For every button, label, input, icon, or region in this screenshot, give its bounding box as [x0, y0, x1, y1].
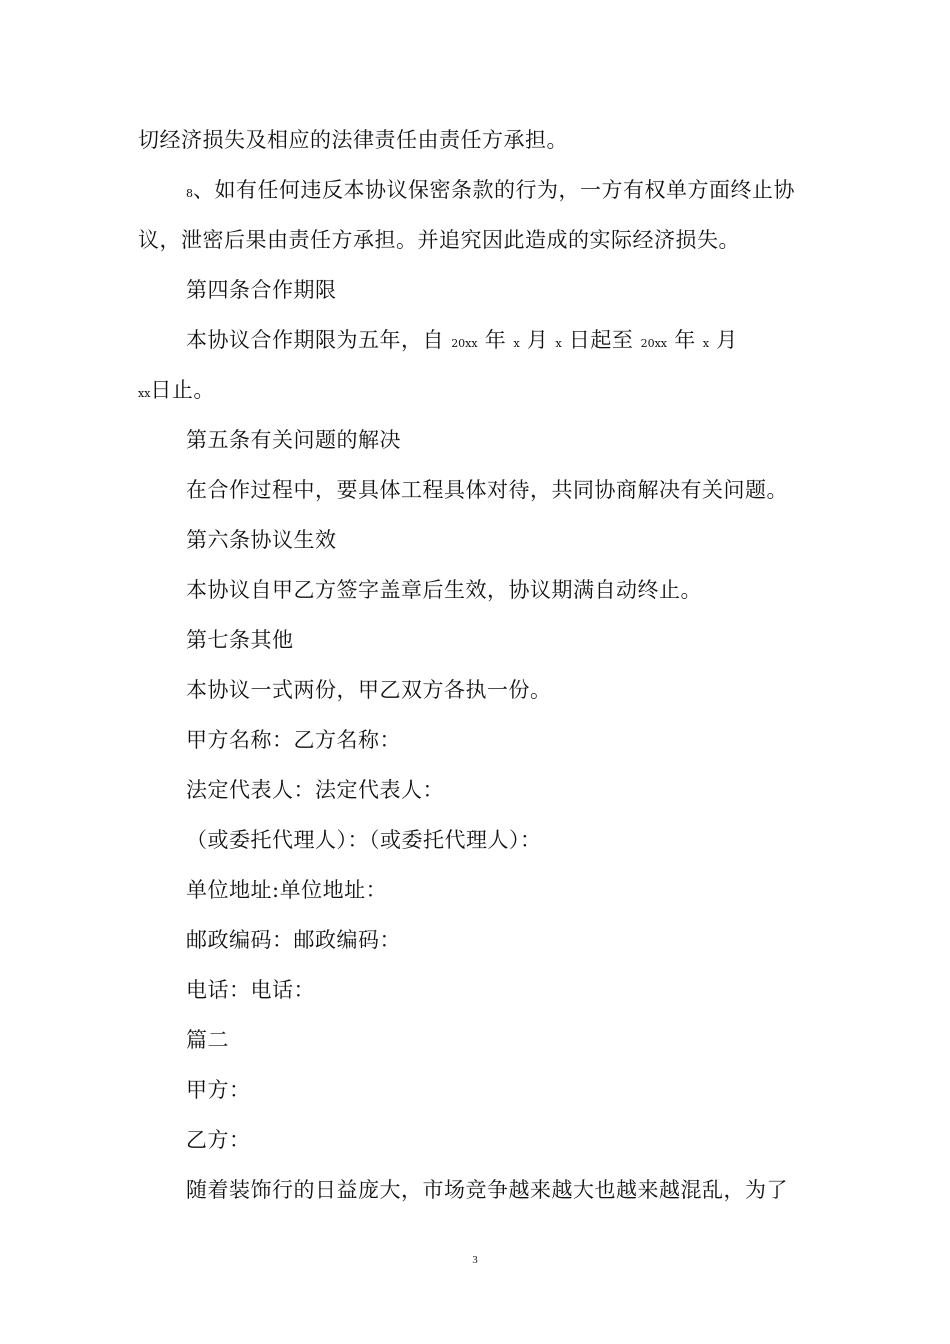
paragraph-line: 随着装饰行的日益庞大，市场竞争越来越大也越来越混乱，为了: [186, 1178, 788, 1202]
text-run: 日起至: [561, 328, 641, 352]
day-placeholder: x: [555, 337, 562, 350]
signature-field: 法定代表人：法定代表人：: [186, 778, 444, 802]
signature-field: 电话：电话：: [186, 978, 315, 1002]
year-placeholder: 20xx: [640, 337, 668, 350]
signature-field: 邮政编码：邮政编码：: [186, 928, 401, 952]
year-placeholder: 20xx: [451, 337, 478, 350]
section-heading: 第五条有关问题的解决: [186, 428, 401, 452]
party-field: 乙方：: [186, 1128, 251, 1152]
month-placeholder: x: [702, 337, 710, 350]
text-run: 日止。: [150, 378, 215, 402]
signature-field: 甲方名称：乙方名称：: [186, 728, 401, 752]
section-heading: 第七条其他: [186, 628, 294, 652]
paragraph-line: [138, 376, 215, 408]
section-heading: 篇二: [186, 1028, 229, 1052]
paragraph-line: 本协议一式两份，甲乙双方各执一份。: [186, 678, 552, 702]
text-run: 本协议合作期限为五年，自: [186, 328, 452, 352]
signature-field: 单位地址:单位地址：: [186, 878, 388, 902]
paragraph-line: 本协议自甲乙方签字盖章后生效，协议期满自动终止。: [186, 578, 702, 602]
paragraph-line: [186, 326, 738, 358]
text-run: 月: [519, 328, 556, 352]
text-run: 年: [477, 328, 514, 352]
text-run: 年: [667, 328, 703, 352]
paragraph-line: 切经济损失及相应的法律责任由责任方承担。: [138, 128, 568, 152]
day-placeholder: xx: [138, 387, 151, 400]
party-field: 甲方：: [186, 1078, 251, 1102]
text-run: 月: [709, 328, 738, 352]
section-heading: 第四条合作期限: [186, 278, 337, 302]
page-number: 3: [472, 1254, 478, 1266]
paragraph-line: 议，泄密后果由责任方承担。并追究因此造成的实际经济损失。: [138, 228, 740, 252]
section-heading: 第六条协议生效: [186, 528, 337, 552]
paragraph-line: [186, 176, 795, 208]
signature-field: （或委托代理人）：（或委托代理人）：: [186, 828, 542, 852]
clause-text: 、如有任何违反本协议保密条款的行为，一方有权单方面终止协: [193, 178, 795, 202]
month-placeholder: x: [513, 337, 520, 350]
clause-number: 8: [186, 187, 193, 200]
paragraph-line: 在合作过程中，要具体工程具体对待，共同协商解决有关问题。: [186, 478, 788, 502]
